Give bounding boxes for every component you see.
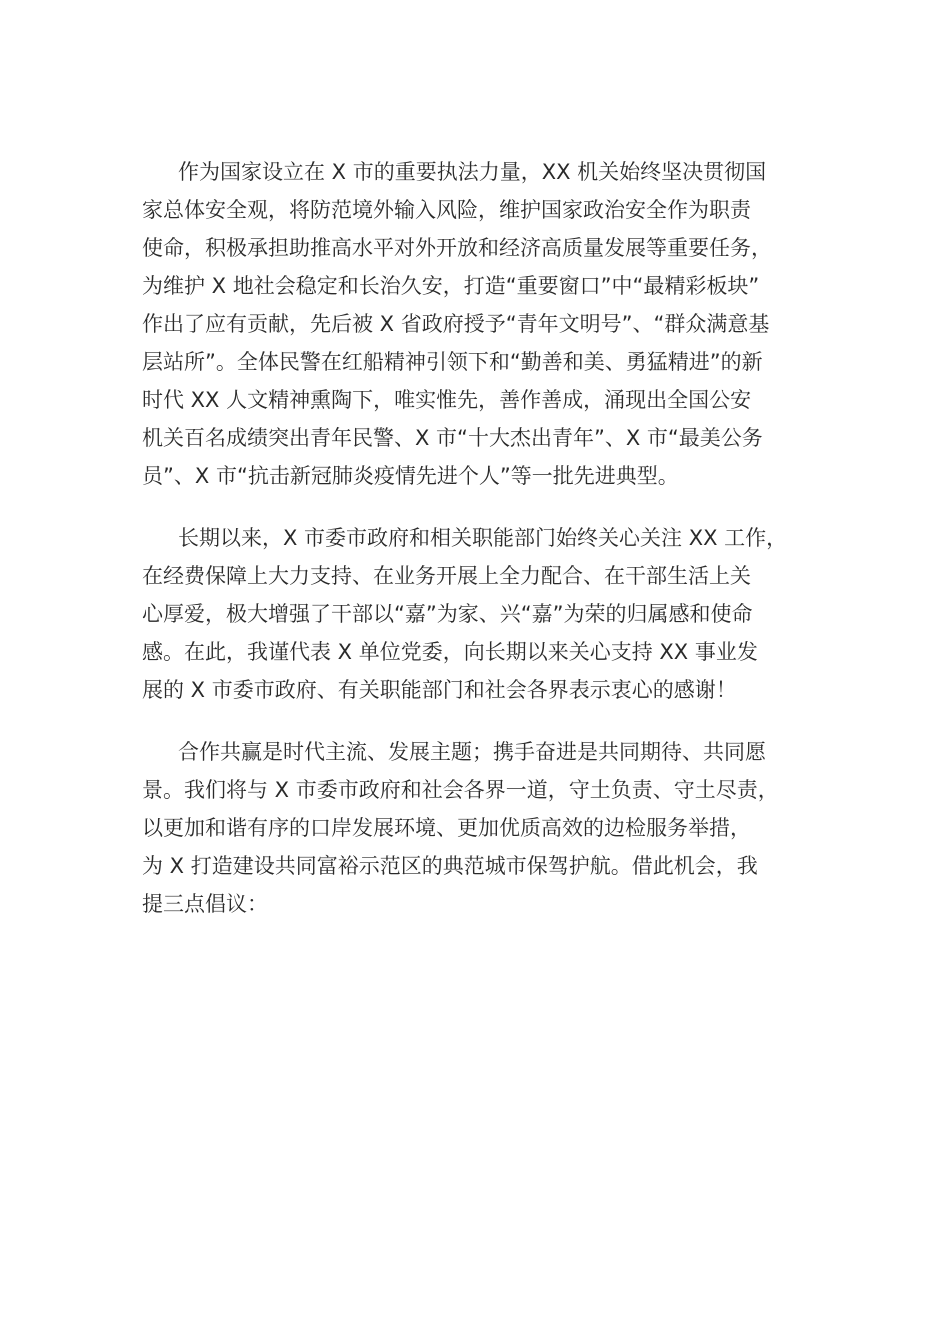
text-line: 员”、X 市“抗击新冠肺炎疫情先进个人”等一批先进典型。 xyxy=(142,464,679,488)
text-line: 心厚爱，极大增强了干部以“嘉”为家、兴“嘉”为荣的归属感和使命 xyxy=(142,602,753,626)
text-line: 以更加和谐有序的口岸发展环境、更加优质高效的边检服务举措， xyxy=(142,816,751,840)
text-line: 长期以来，X 市委市政府和相关职能部门始终关心关注 XX 工作， xyxy=(178,526,788,550)
text-line: 家总体安全观，将防范境外输入风险，维护国家政治安全作为职责 xyxy=(142,198,751,222)
text-line: 合作共赢是时代主流、发展主题；携手奋进是共同期待、共同愿 xyxy=(178,740,766,764)
document-body xyxy=(142,153,822,947)
text-line: 提三点倡议： xyxy=(142,892,268,916)
text-line: 使命，积极承担助推高水平对外开放和经济高质量发展等重要任务， xyxy=(142,236,772,260)
text-line: 作为国家设立在 X 市的重要执法力量，XX 机关始终坚决贯彻国 xyxy=(178,160,767,184)
text-line: 层站所”。全体民警在红船精神引领下和“勤善和美、勇猛精进”的新 xyxy=(142,350,763,374)
paragraph-3 xyxy=(142,733,822,923)
text-line: 为 X 打造建设共同富裕示范区的典范城市保驾护航。借此机会，我 xyxy=(142,854,758,878)
paragraph-1 xyxy=(142,153,822,495)
text-line: 机关百名成绩突出青年民警、X 市“十大杰出青年”、X 市“最美公务 xyxy=(142,426,763,450)
text-line: 为维护 X 地社会稳定和长治久安，打造“重要窗口”中“最精彩板块” xyxy=(142,274,760,298)
text-line: 时代 XX 人文精神熏陶下，唯实惟先，善作善成，涌现出全国公安 xyxy=(142,388,752,412)
text-line: 在经费保障上大力支持、在业务开展上全力配合、在干部生活上关 xyxy=(142,564,751,588)
text-line: 感。在此，我谨代表 X 单位党委，向长期以来关心支持 XX 事业发 xyxy=(142,640,758,664)
text-line: 展的 X 市委市政府、有关职能部门和社会各界表示衷心的感谢！ xyxy=(142,678,737,702)
text-line: 作出了应有贡献，先后被 X 省政府授予“青年文明号”、“群众满意基 xyxy=(142,312,770,336)
paragraph-2 xyxy=(142,519,822,709)
text-line: 景。我们将与 X 市委市政府和社会各界一道，守土负责、守土尽责， xyxy=(142,778,779,802)
